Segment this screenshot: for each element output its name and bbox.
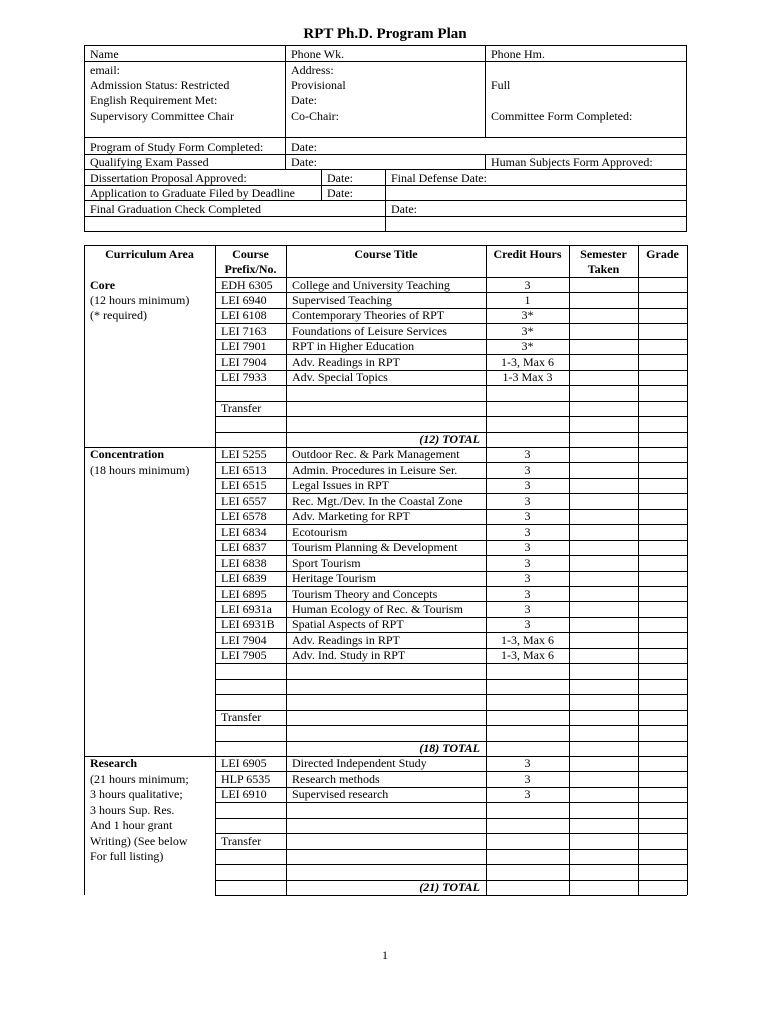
page-number: 1 <box>382 948 388 962</box>
course-title: Sport Tourism <box>292 555 361 570</box>
row-divider <box>215 586 687 587</box>
row-divider <box>215 478 687 479</box>
final-defense-label: Final Defense Date: <box>391 171 487 185</box>
course-prefix: LEI 6931B <box>221 617 275 632</box>
credit-hours: 3* <box>521 308 534 323</box>
course-title: Adv. Special Topics <box>292 370 388 385</box>
row-divider <box>215 509 687 510</box>
course-title: Adv. Ind. Study in RPT <box>292 648 406 663</box>
header-credit-hours: Credit Hours <box>493 247 562 261</box>
course-prefix: LEI 6940 <box>221 292 267 307</box>
row-divider <box>215 679 687 680</box>
credit-hours: 1-3, Max 6 <box>501 354 554 369</box>
row-divider <box>215 571 687 572</box>
credit-hours: 3 <box>524 524 531 539</box>
course-title: Spatial Aspects of RPT <box>292 617 404 632</box>
credit-hours: 3* <box>521 323 534 338</box>
section-total: (21) TOTAL <box>419 880 480 895</box>
row-divider <box>215 339 687 340</box>
column-divider <box>687 245 688 895</box>
row-divider <box>215 833 687 834</box>
core-area-note: (12 hours minimum) <box>90 292 190 307</box>
course-title: Adv. Readings in RPT <box>292 632 400 647</box>
course-prefix: LEI 7904 <box>221 632 267 647</box>
name-label: Name <box>90 47 119 61</box>
divider <box>485 154 486 170</box>
course-title: RPT in Higher Education <box>292 339 415 354</box>
committee-chair: Supervisory Committee Chair <box>90 109 234 123</box>
core-area-note: (* required) <box>90 308 147 323</box>
course-prefix: EDH 6305 <box>221 277 273 292</box>
row-divider <box>215 555 687 556</box>
english-date: Date: <box>291 93 317 107</box>
research-area-note: 3 hours Sup. Res. <box>90 802 175 817</box>
research-area-note: 3 hours qualitative; <box>90 787 183 802</box>
course-title: Contemporary Theories of RPT <box>292 308 445 323</box>
row-divider <box>84 245 688 246</box>
row-divider <box>215 401 687 402</box>
course-title: Supervised Teaching <box>292 292 392 307</box>
full-label: Full <box>491 78 511 92</box>
course-title: Adv. Marketing for RPT <box>292 509 410 524</box>
application-label: Application to Graduate Filed by Deadline <box>90 186 295 200</box>
row-divider <box>215 277 687 278</box>
phone-home-label: Phone Hm. <box>491 47 545 61</box>
course-prefix: LEI 7901 <box>221 339 267 354</box>
course-title: Rec. Mgt./Dev. In the Coastal Zone <box>292 493 463 508</box>
course-title: Human Ecology of Rec. & Tourism <box>292 601 463 616</box>
divider <box>385 169 386 232</box>
application-date: Date: <box>327 186 353 200</box>
row-divider <box>215 802 687 803</box>
credit-hours: 3 <box>524 478 531 493</box>
header-semester-taken: Semester Taken <box>580 247 627 276</box>
course-prefix: LEI 6910 <box>221 787 267 802</box>
course-prefix: LEI 6108 <box>221 308 267 323</box>
core-area-title: Core <box>90 277 116 292</box>
concentration-area-note: (18 hours minimum) <box>90 462 190 477</box>
course-prefix: LEI 5255 <box>221 447 267 462</box>
page-title: RPT Ph.D. Program Plan <box>303 26 467 42</box>
concentration-area-title: Concentration <box>90 447 164 462</box>
course-prefix: LEI 6515 <box>221 478 267 493</box>
row-divider <box>215 323 687 324</box>
course-title: Directed Independent Study <box>292 756 427 771</box>
research-area-note: (21 hours minimum; <box>90 771 189 786</box>
divider <box>285 45 286 138</box>
course-title: Legal Issues in RPT <box>292 478 389 493</box>
row-divider <box>215 771 687 772</box>
course-prefix: HLP 6535 <box>221 771 271 786</box>
final-check-label: Final Graduation Check Completed <box>90 202 261 216</box>
credit-hours: 3 <box>524 787 531 802</box>
credit-hours: 1 <box>524 292 531 307</box>
study-form-label: Program of Study Form Completed: <box>90 140 264 154</box>
credit-hours: 3* <box>521 339 534 354</box>
course-title: Supervised research <box>292 787 389 802</box>
credit-hours: 3 <box>524 462 531 477</box>
course-title: Admin. Procedures in Leisure Ser. <box>292 462 458 477</box>
row-divider <box>215 416 687 417</box>
row-divider <box>215 787 687 788</box>
header-course-prefix: Course Prefix/No. <box>224 247 277 276</box>
course-title: Tourism Planning & Development <box>292 540 458 555</box>
course-prefix: LEI 6931a <box>221 601 272 616</box>
course-prefix: LEI 7905 <box>221 648 267 663</box>
section-total: (12) TOTAL <box>419 432 480 446</box>
credit-hours: 3 <box>524 447 531 462</box>
credit-hours: 3 <box>524 509 531 524</box>
provisional-label: Provisional <box>291 78 346 92</box>
final-check-date: Date: <box>391 202 417 216</box>
row-divider <box>215 818 687 819</box>
course-prefix: LEI 6557 <box>221 493 267 508</box>
divider <box>485 45 486 138</box>
transfer-label: Transfer <box>221 710 262 725</box>
divider <box>285 138 286 170</box>
credit-hours: 3 <box>524 756 531 771</box>
row-divider <box>215 694 687 695</box>
course-prefix: LEI 6578 <box>221 509 267 524</box>
course-title: Adv. Readings in RPT <box>292 354 400 369</box>
credit-hours: 3 <box>524 771 531 786</box>
row-divider <box>215 725 687 726</box>
credit-hours: 3 <box>524 601 531 616</box>
row-divider <box>215 756 687 757</box>
phone-work-label: Phone Wk. <box>291 47 345 61</box>
course-prefix: LEI 6837 <box>221 540 267 555</box>
co-chair: Co-Chair: <box>291 109 339 123</box>
study-form-date: Date: <box>291 140 317 154</box>
row-divider <box>215 370 687 371</box>
row-divider <box>215 663 687 664</box>
header-course-title: Course Title <box>354 247 418 261</box>
row-divider <box>215 292 687 293</box>
section-total: (18) TOTAL <box>419 741 480 755</box>
committee-form: Committee Form Completed: <box>491 109 633 123</box>
course-prefix: LEI 6513 <box>221 462 267 477</box>
course-title: Outdoor Rec. & Park Management <box>292 447 460 462</box>
dissertation-label: Dissertation Proposal Approved: <box>90 171 247 185</box>
research-area-note: For full listing) <box>90 849 164 864</box>
credit-hours: 3 <box>524 277 531 292</box>
address-label: Address: <box>291 63 334 77</box>
credit-hours: 3 <box>524 493 531 508</box>
course-title: Research methods <box>292 771 380 786</box>
research-area-note: Writing) (See below <box>90 833 188 848</box>
course-prefix: LEI 6895 <box>221 586 267 601</box>
divider <box>84 61 687 62</box>
row-divider <box>215 632 687 633</box>
course-title: Foundations of Leisure Services <box>292 323 447 338</box>
course-title: Tourism Theory and Concepts <box>292 586 438 601</box>
credit-hours: 3 <box>524 555 531 570</box>
credit-hours: 3 <box>524 586 531 601</box>
row-divider <box>215 710 687 711</box>
credit-hours: 1-3, Max 6 <box>501 648 554 663</box>
qualifying-exam-date: Date: <box>291 155 317 169</box>
admission-status: Admission Status: Restricted <box>90 78 230 92</box>
course-title: Heritage Tourism <box>292 571 376 586</box>
credit-hours: 3 <box>524 571 531 586</box>
header-curriculum-area: Curriculum Area <box>105 247 194 261</box>
research-area-title: Research <box>90 756 138 771</box>
course-prefix: LEI 7904 <box>221 354 267 369</box>
divider <box>321 169 322 201</box>
credit-hours: 3 <box>524 540 531 555</box>
row-divider <box>215 524 687 525</box>
transfer-label: Transfer <box>221 401 262 416</box>
email-label: email: <box>90 63 120 77</box>
course-prefix: LEI 7163 <box>221 323 267 338</box>
qualifying-exam-label: Qualifying Exam Passed <box>90 155 209 169</box>
course-prefix: LEI 7933 <box>221 370 267 385</box>
row-divider <box>215 308 687 309</box>
course-prefix: LEI 6834 <box>221 524 267 539</box>
header-grade: Grade <box>646 247 679 261</box>
row-divider <box>215 864 687 865</box>
row-divider <box>215 648 687 649</box>
credit-hours: 3 <box>524 617 531 632</box>
credit-hours: 1-3 Max 3 <box>502 370 553 385</box>
course-prefix: LEI 6839 <box>221 571 267 586</box>
english-requirement: English Requirement Met: <box>90 93 218 107</box>
row-divider <box>215 385 687 386</box>
transfer-label: Transfer <box>221 833 262 848</box>
human-subjects-label: Human Subjects Form Approved: <box>491 155 653 169</box>
row-divider <box>215 895 687 896</box>
research-area-note: And 1 hour grant <box>90 818 173 833</box>
course-title: College and University Teaching <box>292 277 450 292</box>
course-prefix: LEI 6838 <box>221 555 267 570</box>
row-divider <box>215 354 687 355</box>
course-title: Ecotourism <box>292 524 348 539</box>
dissertation-date: Date: <box>327 171 353 185</box>
credit-hours: 1-3, Max 6 <box>501 632 554 647</box>
column-divider <box>84 245 85 895</box>
course-prefix: LEI 6905 <box>221 756 267 771</box>
row-divider <box>215 849 687 850</box>
row-divider <box>215 617 687 618</box>
